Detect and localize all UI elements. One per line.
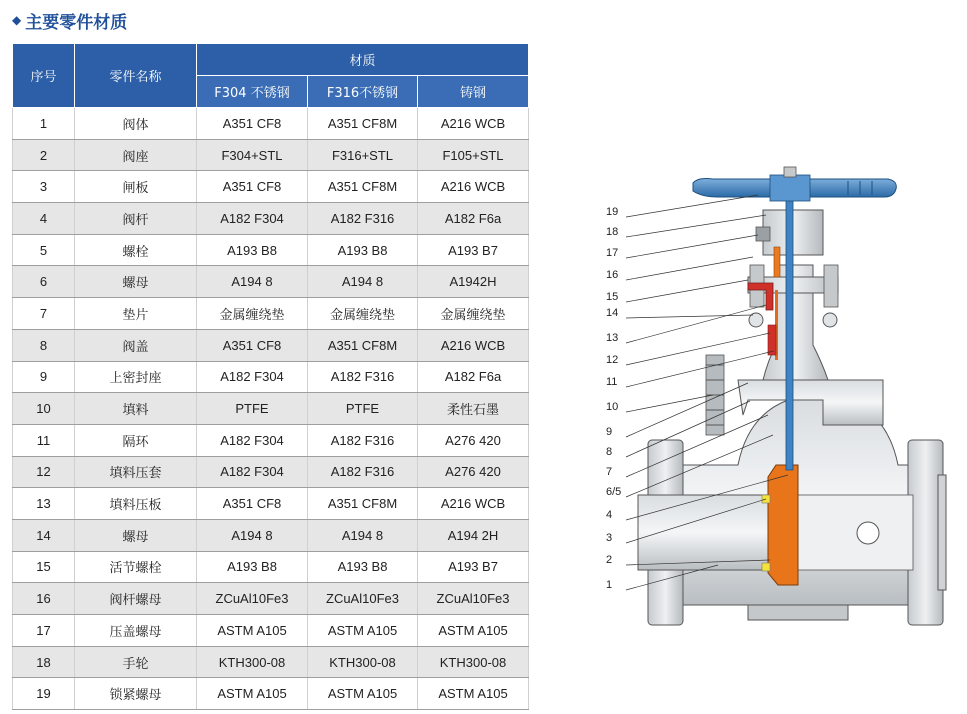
cell-f304: PTFE: [197, 393, 308, 425]
table-row: [13, 393, 529, 425]
table-row: [13, 551, 529, 583]
cell-part-name: 上密封座: [75, 361, 197, 393]
table-row: [13, 519, 529, 551]
cell-cast-steel: A1942H: [418, 266, 529, 298]
table-row: [13, 171, 529, 203]
table-row: [13, 424, 529, 456]
cell-f304: A351 CF8: [197, 488, 308, 520]
cell-f316: A351 CF8M: [308, 171, 418, 203]
table-row: [13, 488, 529, 520]
callout-7: 7: [606, 466, 613, 478]
diamond-icon: ◆: [12, 13, 22, 27]
cell-f316: A351 CF8M: [308, 488, 418, 520]
table-row: [13, 615, 529, 647]
cell-cast-steel: ASTM A105: [418, 615, 529, 647]
cell-part-name: 填料: [75, 393, 197, 425]
cell-no: 17: [13, 615, 75, 647]
cell-part-name: 阀体: [75, 108, 197, 140]
cell-f304: A182 F304: [197, 424, 308, 456]
cell-no: 14: [13, 519, 75, 551]
cell-f304: ASTM A105: [197, 678, 308, 710]
table-row: [13, 456, 529, 488]
cell-f304: A351 CF8: [197, 171, 308, 203]
cell-part-name: 填料压板: [75, 488, 197, 520]
handwheel: [693, 167, 896, 201]
callout-11: 11: [606, 376, 618, 388]
cell-f304: A194 8: [197, 266, 308, 298]
callout-16: 16: [606, 269, 619, 281]
cell-f304: A193 B8: [197, 234, 308, 266]
cell-no: 3: [13, 171, 75, 203]
cell-no: 10: [13, 393, 75, 425]
table-row: [13, 108, 529, 140]
header-f316: F316不锈钢: [308, 76, 418, 108]
callout-12: 12: [606, 354, 619, 366]
cell-f316: A351 CF8M: [308, 108, 418, 140]
table-row: [13, 583, 529, 615]
cell-no: 15: [13, 551, 75, 583]
cell-f304: A193 B8: [197, 551, 308, 583]
callout-4: 4: [606, 509, 613, 521]
table-row: [13, 266, 529, 298]
callout-1: 1: [606, 579, 613, 591]
cell-part-name: 锁紧螺母: [75, 678, 197, 710]
cell-cast-steel: F105+STL: [418, 139, 529, 171]
cell-f304: A182 F304: [197, 361, 308, 393]
header-cast-steel: 铸钢: [418, 76, 529, 108]
cell-f316: KTH300-08: [308, 646, 418, 678]
cell-f304: ASTM A105: [197, 615, 308, 647]
cell-f304: A351 CF8: [197, 108, 308, 140]
gate-valve-drawing: [598, 165, 958, 645]
cell-f304: F304+STL: [197, 139, 308, 171]
cell-f304: ZCuAl10Fe3: [197, 583, 308, 615]
callout-15: 15: [606, 291, 619, 303]
cell-no: 4: [13, 203, 75, 235]
cell-no: 1: [13, 108, 75, 140]
table-row: [13, 361, 529, 393]
cell-part-name: 闸板: [75, 171, 197, 203]
cell-part-name: 螺栓: [75, 234, 197, 266]
cell-cast-steel: A194 2H: [418, 519, 529, 551]
header-part-name: 零件名称: [75, 44, 197, 108]
header-f304: F304 不锈钢: [197, 76, 308, 108]
callout-17: 17: [606, 247, 619, 259]
cell-no: 11: [13, 424, 75, 456]
cell-cast-steel: A276 420: [418, 424, 529, 456]
cell-f316: A182 F316: [308, 203, 418, 235]
cell-f316: A193 B8: [308, 551, 418, 583]
cell-f316: A182 F316: [308, 424, 418, 456]
callout-13: 13: [606, 332, 619, 344]
cell-cast-steel: A216 WCB: [418, 171, 529, 203]
cell-f304: 金属缠绕垫: [197, 298, 308, 330]
table-row: [13, 329, 529, 361]
callout-18: 18: [606, 226, 619, 238]
cell-cast-steel: A193 B7: [418, 551, 529, 583]
callout-6-5: 6/5: [606, 486, 622, 498]
cell-f316: A351 CF8M: [308, 329, 418, 361]
cell-cast-steel: A276 420: [418, 456, 529, 488]
table-row: [13, 203, 529, 235]
cell-f316: PTFE: [308, 393, 418, 425]
parts-material-table: [12, 43, 529, 710]
cell-cast-steel: A193 B7: [418, 234, 529, 266]
cell-f304: KTH300-08: [197, 646, 308, 678]
cell-f316: ASTM A105: [308, 678, 418, 710]
cell-part-name: 阀杆: [75, 203, 197, 235]
cell-f304: A182 F304: [197, 456, 308, 488]
cell-cast-steel: A182 F6a: [418, 203, 529, 235]
cell-no: 6: [13, 266, 75, 298]
cell-f316: 金属缠绕垫: [308, 298, 418, 330]
cell-cast-steel: ZCuAl10Fe3: [418, 583, 529, 615]
cell-cast-steel: A216 WCB: [418, 329, 529, 361]
table-row: [13, 139, 529, 171]
cell-f316: A194 8: [308, 266, 418, 298]
cell-part-name: 阀杆螺母: [75, 583, 197, 615]
cell-part-name: 活节螺栓: [75, 551, 197, 583]
cell-no: 8: [13, 329, 75, 361]
cell-part-name: 手轮: [75, 646, 197, 678]
callout-19: 19: [606, 206, 619, 218]
cell-f304: A351 CF8: [197, 329, 308, 361]
cell-no: 13: [13, 488, 75, 520]
cell-part-name: 垫片: [75, 298, 197, 330]
table-row: [13, 678, 529, 710]
cell-f316: A182 F316: [308, 456, 418, 488]
cell-cast-steel: KTH300-08: [418, 646, 529, 678]
callout-2: 2: [606, 554, 613, 566]
section-title: 主要零件材质: [25, 12, 128, 33]
cell-f304: A182 F304: [197, 203, 308, 235]
callout-14: 14: [606, 307, 619, 319]
valve-stem: [786, 175, 793, 470]
cell-no: 18: [13, 646, 75, 678]
cell-part-name: 压盖螺母: [75, 615, 197, 647]
callout-9: 9: [606, 426, 613, 438]
table-row: [13, 298, 529, 330]
callout-3: 3: [606, 532, 613, 544]
cell-part-name: 隔环: [75, 424, 197, 456]
header-no: 序号: [13, 44, 75, 108]
table-row: [13, 646, 529, 678]
cell-part-name: 阀盖: [75, 329, 197, 361]
cell-f316: F316+STL: [308, 139, 418, 171]
cell-f316: A182 F316: [308, 361, 418, 393]
callout-labels: [606, 206, 621, 591]
cell-cast-steel: 金属缠绕垫: [418, 298, 529, 330]
cell-no: 9: [13, 361, 75, 393]
cell-no: 12: [13, 456, 75, 488]
cell-no: 7: [13, 298, 75, 330]
header-material: 材质: [197, 44, 529, 76]
cell-no: 2: [13, 139, 75, 171]
cell-f316: ZCuAl10Fe3: [308, 583, 418, 615]
cell-no: 5: [13, 234, 75, 266]
cell-f316: A194 8: [308, 519, 418, 551]
cell-part-name: 填料压套: [75, 456, 197, 488]
callout-8: 8: [606, 446, 613, 458]
cell-cast-steel: 柔性石墨: [418, 393, 529, 425]
cell-part-name: 螺母: [75, 519, 197, 551]
callout-10: 10: [606, 401, 619, 413]
cell-cast-steel: A182 F6a: [418, 361, 529, 393]
cell-cast-steel: A216 WCB: [418, 488, 529, 520]
table-body: [13, 108, 529, 710]
cell-f304: A194 8: [197, 519, 308, 551]
cell-cast-steel: ASTM A105: [418, 678, 529, 710]
cell-f316: ASTM A105: [308, 615, 418, 647]
cell-part-name: 螺母: [75, 266, 197, 298]
cell-no: 19: [13, 678, 75, 710]
table-row: [13, 234, 529, 266]
cell-part-name: 阀座: [75, 139, 197, 171]
section-heading: [12, 8, 127, 32]
cell-cast-steel: A216 WCB: [418, 108, 529, 140]
cell-f316: A193 B8: [308, 234, 418, 266]
cell-no: 16: [13, 583, 75, 615]
